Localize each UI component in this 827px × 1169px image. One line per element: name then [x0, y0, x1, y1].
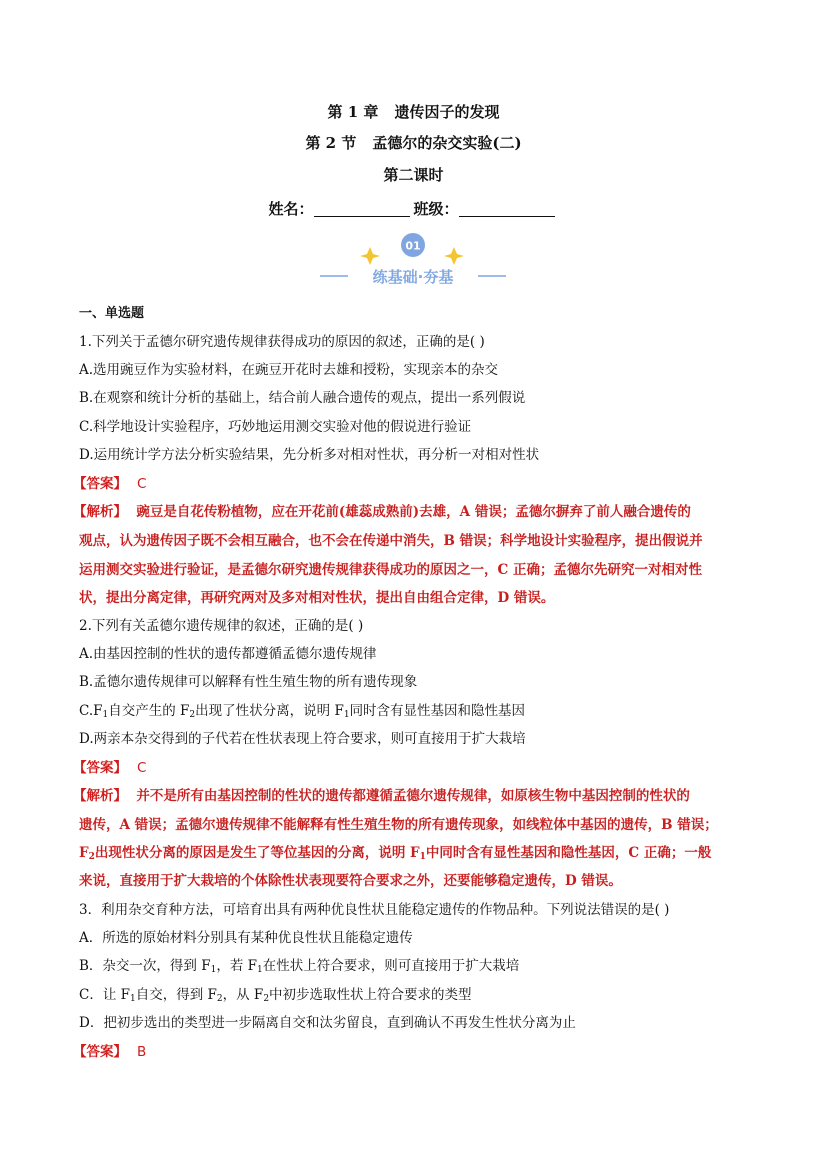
lesson-title: 第二课时 [383, 166, 444, 184]
subscript: 1 [343, 710, 350, 720]
q3-b-part-2: ，若 F [216, 958, 257, 974]
q3-c-part-4: 中初步选取性状上符合要求的类型 [269, 987, 472, 1003]
q2-exp-part-3: 中同时含有显性基因和隐性基因，C 正确；一般 [425, 845, 712, 861]
subscript: 2 [189, 710, 196, 720]
q3-c-part-1: C．让 F [79, 987, 130, 1003]
q3-answer [73, 1043, 757, 1061]
q2-exp-part-1: F [79, 845, 89, 861]
chapter-name: 遗传因子的发现 [394, 103, 500, 121]
q3-c-part-2: 自交，得到 F [135, 987, 217, 1003]
q1-option-c[interactable]: C.科学地设计实验程序，巧妙地运用测交实验对他的假说进行验证 [79, 419, 472, 435]
badge-number: 01 [405, 239, 421, 253]
answer-label: 【答案】 [73, 476, 127, 492]
name-label: 姓名： [268, 200, 314, 218]
answer-label: 【答案】 [73, 1044, 127, 1060]
q2-option-d[interactable]: D.两亲本杂交得到的子代若在性状表现上符合要求，则可直接用于扩大栽培 [79, 731, 526, 747]
star-right-icon [444, 247, 464, 265]
q1-option-b[interactable]: B.在观察和统计分析的基础上，结合前人融合遗传的观点，提出一系列假说 [79, 390, 526, 406]
subscript: 1 [130, 994, 136, 1004]
q2-explanation-line-3 [79, 844, 757, 862]
badge-text: 练基础·夯基 [372, 268, 454, 286]
q3-option-c[interactable] [79, 986, 757, 1004]
answer-value: C [137, 760, 147, 776]
q2-c-part-4: 同时含有显性基因和隐性基因 [349, 703, 526, 719]
q3-stem: 3．利用杂交育种方法，可培育出具有两种优良性状且能稳定遗传的作物品种。下列说法错误的是( ) [79, 902, 670, 918]
q2-option-c[interactable] [79, 702, 757, 720]
q2-c-part-1: C.F [79, 703, 103, 719]
q3-option-b[interactable] [79, 957, 757, 975]
explanation-label: 【解析】 [73, 504, 127, 520]
q1-explanation-line-4: 状，提出分离定律，再研究两对及多对相对性状，提出自由组合定律，D 错误。 [79, 590, 555, 606]
student-info-line [0, 198, 827, 219]
section-name: 孟德尔的杂交实验(二) [372, 134, 522, 152]
class-blank[interactable] [459, 200, 555, 217]
subscript: 2 [88, 852, 95, 862]
q1-option-d[interactable]: D.运用统计学方法分析实验结果，先分析多对相对性状，再分析一对相对性状 [79, 447, 540, 463]
section-title [0, 133, 827, 153]
star-left-icon [360, 247, 380, 265]
q1-stem: 1.下列关于孟德尔研究遗传规律获得成功的原因的叙述，正确的是( ) [79, 334, 485, 350]
subscript: 2 [216, 994, 223, 1004]
subscript: 1 [102, 710, 109, 720]
section-badge [318, 232, 508, 290]
answer-value: C [137, 476, 147, 492]
chapter-number: 第 1 章 [327, 103, 379, 121]
q2-stem: 2.下列有关孟德尔遗传规律的叙述，正确的是( ) [79, 618, 364, 634]
answer-value: B [137, 1044, 147, 1060]
section-heading: 一、单选题 [79, 306, 145, 321]
q1-explanation-line-1 [73, 503, 757, 521]
chapter-title [0, 102, 827, 122]
q3-b-part-3: 在性状上符合要求，则可直接用于扩大栽培 [262, 958, 520, 974]
q1-answer [73, 475, 757, 493]
q3-option-d[interactable]: D．把初步选出的类型进一步隔离自交和汰劣留良，直到确认不再发生性状分离为止 [79, 1015, 576, 1031]
q2-explanation-text-1: 并不是所有由基因控制的性状的遗传都遵循孟德尔遗传规律，如原核生物中基因控制的性状的 [136, 788, 690, 804]
class-label: 班级： [413, 200, 459, 218]
q2-exp-part-2: 出现性状分离的原因是发生了等位基因的分离，说明 F [94, 845, 420, 861]
subscript: 1 [257, 965, 263, 975]
q2-option-a[interactable]: A.由基因控制的性状的遗传都遵循孟德尔遗传规律 [79, 646, 377, 662]
q2-option-b[interactable]: B.孟德尔遗传规律可以解释有性生殖生物的所有遗传现象 [79, 674, 418, 690]
q2-explanation-line-4: 来说，直接用于扩大栽培的个体除性状表现要符合要求之外，还要能够稳定遗传，D 错误。 [79, 873, 622, 889]
q1-explanation-line-2: 观点，认为遗传因子既不会相互融合，也不会在传递中消失，B 错误；科学地设计实验程序，提出假说并 [79, 533, 703, 549]
subscript: 1 [419, 852, 426, 862]
q2-answer [73, 759, 757, 777]
explanation-label: 【解析】 [73, 788, 127, 804]
q1-explanation-text-1: 豌豆是自花传粉植物，应在开花前(雄蕊成熟前)去雄，A 错误；孟德尔摒弃了前人融合遗传的 [136, 504, 691, 520]
q2-c-part-2: 自交产生的 F [108, 703, 190, 719]
q2-c-part-3: 出现了性状分离，说明 F [195, 703, 344, 719]
subscript: 2 [263, 994, 270, 1004]
name-blank[interactable] [314, 200, 410, 217]
q2-explanation-line-1 [73, 787, 757, 805]
q3-c-part-3: ，从 F [222, 987, 264, 1003]
q3-b-part-1: B．杂交一次，得到 F [79, 958, 211, 974]
answer-label: 【答案】 [73, 760, 127, 776]
section-number: 第 2 节 [305, 134, 357, 152]
q2-explanation-line-2: 遗传，A 错误；孟德尔遗传规律不能解释有性生殖生物的所有遗传现象，如线粒体中基因的遗传，B 错误； [79, 817, 718, 833]
subscript: 1 [210, 965, 217, 975]
q1-explanation-line-3: 运用测交实验进行验证，是孟德尔研究遗传规律获得成功的原因之一，C 正确；孟德尔先研究一对相对性 [79, 562, 702, 578]
q1-option-a[interactable]: A.选用豌豆作为实验材料，在豌豆开花时去雄和授粉，实现亲本的杂交 [79, 362, 499, 378]
q3-option-a[interactable]: A．所选的原始材料分别具有某种优良性状且能稳定遗传 [79, 930, 413, 946]
